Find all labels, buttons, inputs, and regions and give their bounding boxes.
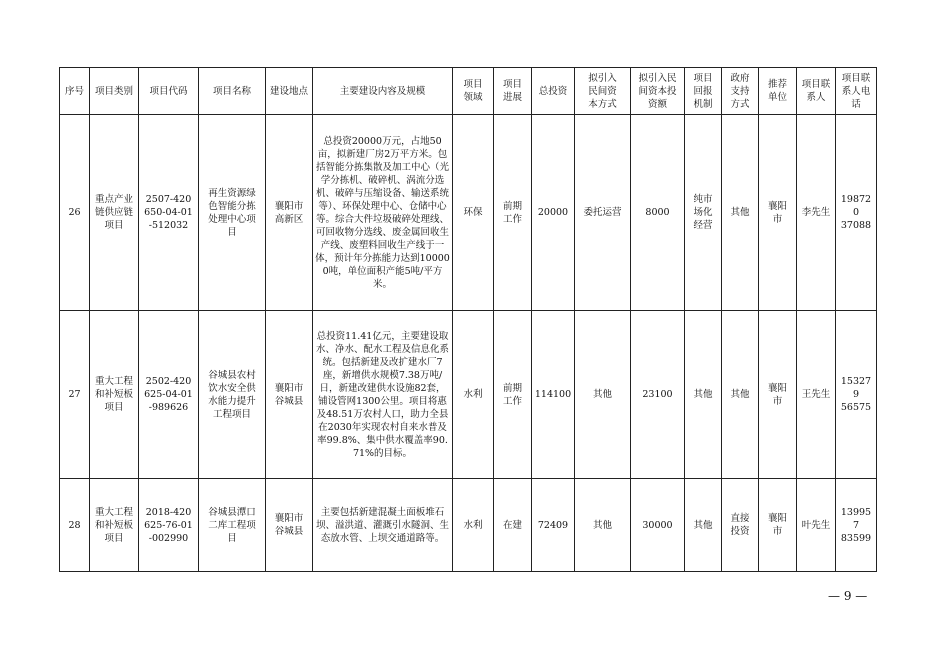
- cell-contact: 王先生: [797, 311, 836, 479]
- cell-capital-amount: 8000: [631, 115, 685, 311]
- cell-contact: 叶先生: [797, 479, 836, 572]
- cell-field: 水利: [453, 311, 494, 479]
- header-field: 项目 领域: [453, 68, 494, 115]
- cell-location: 襄阳市 谷城县: [266, 311, 313, 479]
- cell-gov-support: 其他: [722, 115, 759, 311]
- cell-category: 重点产业 链供应链 项目: [90, 115, 139, 311]
- cell-name: 谷城县农村 饮水安全供 水能力提升 工程项目: [199, 311, 266, 479]
- cell-code: 2507-420 650-04-01 -512032: [139, 115, 199, 311]
- header-seq: 序号: [60, 68, 90, 115]
- cell-progress: 前期 工作: [494, 311, 532, 479]
- header-investment: 总投资: [532, 68, 575, 115]
- header-capital-method: 拟引入 民间资 本方式: [575, 68, 631, 115]
- cell-location: 襄阳市 谷城县: [266, 479, 313, 572]
- header-content: 主要建设内容及规模: [313, 68, 453, 115]
- cell-category: 重大工程 和补短板 项目: [90, 479, 139, 572]
- header-return-mechanism: 项目 回报 机制: [685, 68, 722, 115]
- header-name: 项目名称: [199, 68, 266, 115]
- cell-seq: 26: [60, 115, 90, 311]
- cell-capital-method: 其他: [575, 479, 631, 572]
- cell-capital-method: 委托运营: [575, 115, 631, 311]
- header-capital-amount: 拟引入民 间资本投 资额: [631, 68, 685, 115]
- header-code: 项目代码: [139, 68, 199, 115]
- cell-phone: 153279 56575: [836, 311, 877, 479]
- cell-seq: 28: [60, 479, 90, 572]
- cell-name: 谷城县潭口 二库工程项 目: [199, 479, 266, 572]
- cell-name: 再生资源绿 色智能分拣 处理中心项 目: [199, 115, 266, 311]
- cell-gov-support: 其他: [722, 311, 759, 479]
- cell-contact: 李先生: [797, 115, 836, 311]
- cell-return-mechanism: 其他: [685, 311, 722, 479]
- cell-return-mechanism: 纯市 场化 经营: [685, 115, 722, 311]
- table-row: [60, 115, 877, 311]
- header-location: 建设地点: [266, 68, 313, 115]
- cell-code: 2018-420 625-76-01 -002990: [139, 479, 199, 572]
- header-row: [60, 68, 877, 115]
- header-phone: 项目联 系人电 话: [836, 68, 877, 115]
- cell-category: 重大工程 和补短板 项目: [90, 311, 139, 479]
- cell-progress: 在建: [494, 479, 532, 572]
- cell-recommender: 襄阳 市: [759, 115, 797, 311]
- cell-seq: 27: [60, 311, 90, 479]
- cell-recommender: 襄阳 市: [759, 479, 797, 572]
- header-progress: 项目 进展: [494, 68, 532, 115]
- header-contact: 项目联 系人: [797, 68, 836, 115]
- table-row: [60, 479, 877, 572]
- table-row: [60, 311, 877, 479]
- cell-content: 总投资11.41亿元，主要建设取水、净水、配水工程及信息化系统。包括新建及改扩建水厂7座，新增供水规模7.38万吨/日，新建改建供水设施82套，铺设管网1300公里。项目将惠及48.51万农村人口，助力全县在2030年实现农村自来水普及率99.8%、集中供水覆盖率90.71%的目标。: [313, 311, 453, 479]
- cell-phone: 139957 83599: [836, 479, 877, 572]
- cell-investment: 114100: [532, 311, 575, 479]
- cell-field: 环保: [453, 115, 494, 311]
- cell-code: 2502-420 625-04-01 -989626: [139, 311, 199, 479]
- cell-phone: 198720 37088: [836, 115, 877, 311]
- cell-gov-support: 直接 投资: [722, 479, 759, 572]
- header-recommender: 推荐 单位: [759, 68, 797, 115]
- cell-content: 主要包括新建混凝土面板堆石坝、溢洪道、灌溉引水隧洞、生态放水管、上坝交通道路等。: [313, 479, 453, 572]
- cell-investment: 20000: [532, 115, 575, 311]
- cell-field: 水利: [453, 479, 494, 572]
- cell-content: 总投资20000万元，占地50亩，拟新建厂房2万平方米。包括智能分拣集散及加工中心（光学分拣机、破碎机、涡流分选机、破碎与压缩设备、输送系统等）、环保处理中心、仓储中心等。综合大件垃圾破碎处理线、可回收物分选线、废金属回收生产线、废塑料回收生产线于一体，预计年分拣能力达到100000吨，单位面积产能5吨/平方米。: [313, 115, 453, 311]
- page-number: — 9 —: [828, 589, 868, 603]
- cell-progress: 前期 工作: [494, 115, 532, 311]
- header-gov-support: 政府 支持 方式: [722, 68, 759, 115]
- cell-capital-method: 其他: [575, 311, 631, 479]
- project-table: [59, 67, 877, 572]
- cell-capital-amount: 23100: [631, 311, 685, 479]
- cell-capital-amount: 30000: [631, 479, 685, 572]
- cell-recommender: 襄阳 市: [759, 311, 797, 479]
- cell-return-mechanism: 其他: [685, 479, 722, 572]
- header-category: 项目类别: [90, 68, 139, 115]
- cell-investment: 72409: [532, 479, 575, 572]
- cell-location: 襄阳市 高新区: [266, 115, 313, 311]
